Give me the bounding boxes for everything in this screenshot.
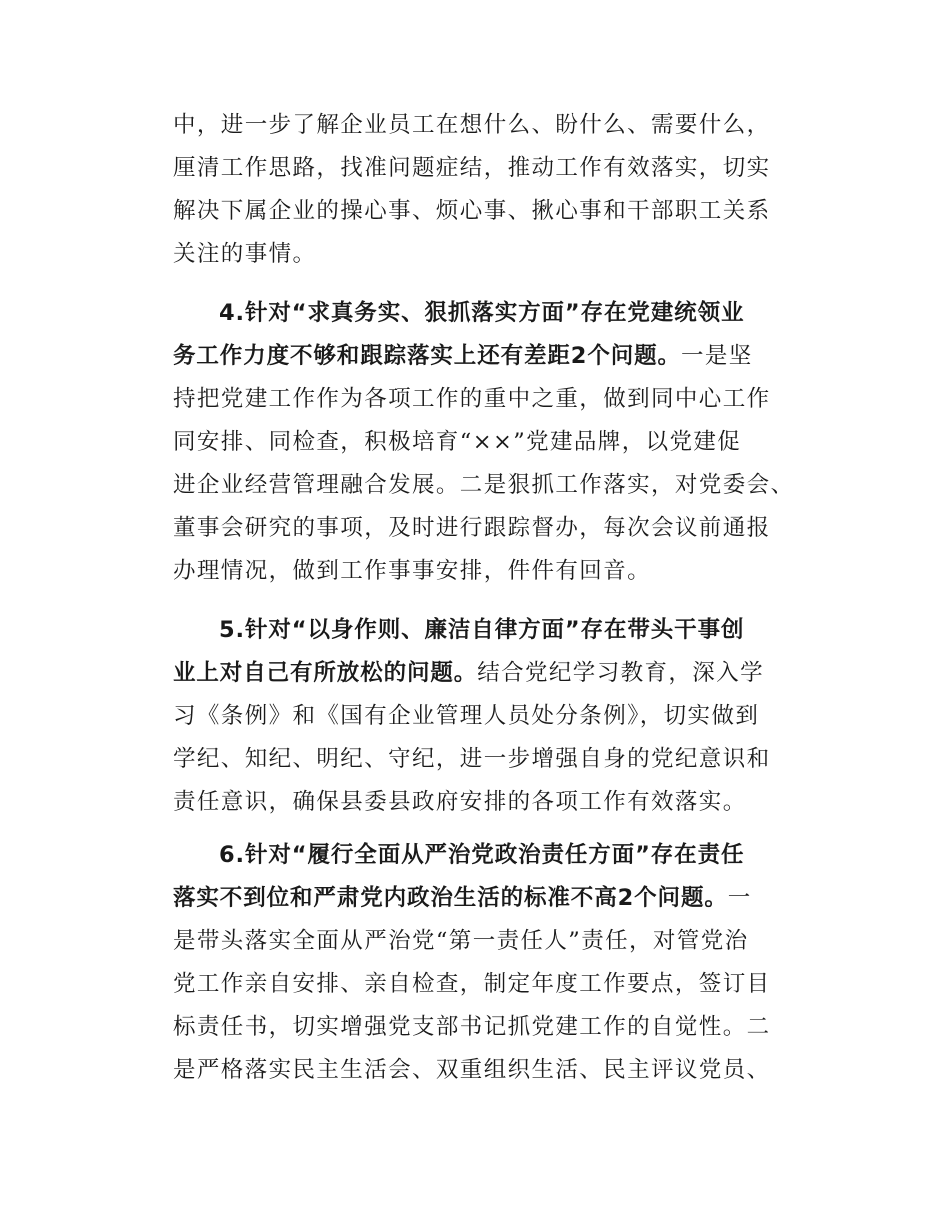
text-line: 党工作亲自安排、亲自检查，制定年度工作要点，签订目 <box>173 971 771 997</box>
paragraph-item-6 <box>173 834 798 1092</box>
item-heading: 6.针对“履行全面从严治党政治责任方面”存在责任 <box>219 842 745 868</box>
item-heading: 5.针对“以身作则、廉洁自律方面”存在带头干事创 <box>219 617 745 643</box>
paragraph-item-5 <box>173 609 798 824</box>
text-line: 持把党建工作作为各项工作的重中之重，做到同中心工作 <box>173 386 771 412</box>
paragraph-item-4 <box>173 292 798 593</box>
text-line: 董事会研究的事项，及时进行跟踪督办，每次会议前通报 <box>173 515 771 541</box>
text-line: 标责任书，切实增强党支部书记抓党建工作的自觉性。二 <box>173 1014 771 1040</box>
text-line-start: 一 <box>727 885 752 911</box>
text-line: 厘清工作思路，找准问题症结，推动工作有效落实，切实 <box>173 155 771 181</box>
text-line: 同安排、同检查，积极培育“××”党建品牌，以党建促 <box>173 429 742 455</box>
text-line: 学纪、知纪、明纪、守纪，进一步增强自身的党纪意识和 <box>173 746 771 772</box>
item-heading: 4.针对“求真务实、狠抓落实方面”存在党建统领业 <box>219 300 745 326</box>
item-heading: 落实不到位和严肃党内政治生活的标准不高2个问题。 <box>173 885 728 911</box>
text-line: 是严格落实民主生活会、双重组织生活、民主评议党员、 <box>173 1057 771 1083</box>
text-line: 是带头落实全面从严治党“第一责任人”责任，对管党治 <box>173 928 749 954</box>
item-heading: 业上对自己有所放松的问题。 <box>173 660 478 686</box>
text-line: 关注的事情。 <box>173 241 317 267</box>
text-line: 进企业经营管理融合发展。二是狠抓工作落实，对党委会、 <box>173 472 795 498</box>
paragraph-continuation <box>173 104 798 276</box>
text-line <box>173 652 798 695</box>
item-heading: 务工作力度不够和跟踪落实上还有差距2个问题。 <box>173 343 681 369</box>
text-line: 习《条例》和《国有企业管理人员处分条例》，切实做到 <box>173 703 760 729</box>
text-line: 中，进一步了解企业员工在想什么、盼什么、需要什么， <box>173 112 771 138</box>
text-line: 办理情况，做到工作事事安排，件件有回音。 <box>173 558 652 584</box>
text-line-start: 一是坚 <box>680 343 753 369</box>
text-line <box>173 877 798 920</box>
text-line: 责任意识，确保县委县政府安排的各项工作有效落实。 <box>173 789 747 815</box>
text-line <box>173 335 798 378</box>
text-line-start: 结合党纪学习教育，深入学 <box>477 660 765 686</box>
text-line: 解决下属企业的操心事、烦心事、揪心事和干部职工关系 <box>173 198 771 224</box>
